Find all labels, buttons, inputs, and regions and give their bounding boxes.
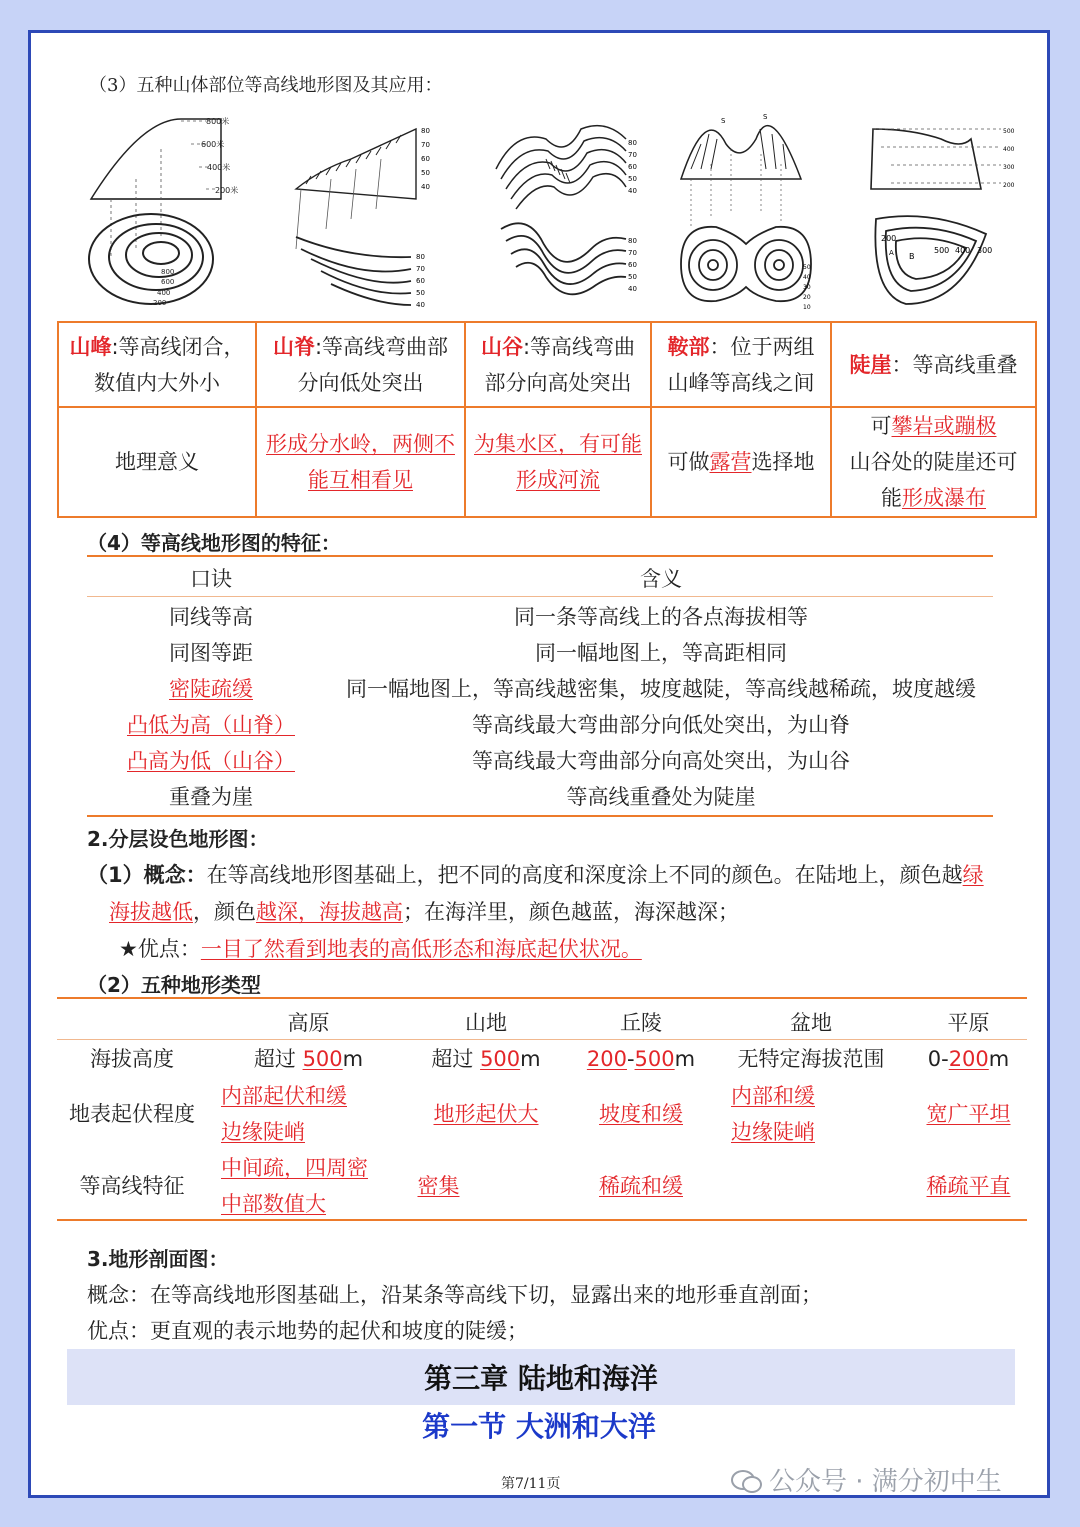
peak-ring-800: 800 (161, 268, 175, 276)
header-hills: 丘陵 (620, 1011, 662, 1035)
relief-hills: 坡度和缓 (599, 1102, 683, 1126)
watermark: 公众号 · 满分初中生 (731, 1461, 1002, 1498)
relief-plateau: 内部起伏和缓 边缘陡峭 (221, 1084, 347, 1144)
rule-val-4: 等高线最大弯曲部分向低处突出，为山脊 (472, 713, 850, 737)
cliff-ring-300: 300 (977, 246, 993, 255)
contour-mountain: 密集 (417, 1174, 460, 1198)
cliff-label-500: 500 (1003, 128, 1015, 135)
saddle-label-40: 40 (803, 274, 811, 281)
saddle-peak-s1: S (721, 117, 726, 125)
peak-ring-400: 400 (157, 289, 171, 297)
rule-key-2: 同图等距 (169, 641, 253, 665)
row-label-altitude: 海拔高度 (90, 1047, 174, 1071)
cliff-meaning: 可攀岩或蹦极 山谷处的陡崖还可 能形成瀑布 (849, 414, 1018, 510)
peak-label-800m: 800米 (206, 117, 230, 126)
term-saddle: 鞍部：位于两组 山峰等高线之间 (667, 334, 815, 395)
relief-basin: 内部和缓 边缘陡峭 (731, 1084, 815, 1144)
cliff-ring-400: 400 (955, 246, 971, 255)
header-mountain: 山地 (465, 1011, 507, 1035)
rule-key-1: 同线等高 (169, 605, 253, 629)
valley-bottom-40: 40 (628, 285, 637, 293)
cliff-ring-500: 500 (934, 246, 950, 255)
ridge-top-50: 50 (421, 169, 430, 177)
term-ridge: 山脊:等高线弯曲部 分向低处突出 (272, 334, 449, 395)
section4-title: （4）等高线地形图的特征： (87, 531, 341, 555)
contour-plain: 稀疏平直 (926, 1174, 1011, 1198)
altitude-hills: 200-500m (586, 1047, 696, 1071)
valley-meaning: 为集水区，有可能 形成河流 (474, 432, 642, 492)
header-plateau: 高原 (287, 1011, 330, 1035)
altitude-basin: 无特定海拔范围 (737, 1047, 885, 1071)
heading-3: （3）五种山体部位等高线地形图及其应用： (89, 75, 443, 96)
cliff-label-400: 400 (1003, 146, 1015, 153)
saddle-label-20: 20 (803, 294, 811, 301)
valley-bottom-80: 80 (628, 237, 637, 245)
landform-types-title: （2）五种地形类型 (87, 973, 261, 997)
row-label-relief: 地表起伏程度 (69, 1102, 195, 1126)
profile-concept: 概念：在等高线地形图基础上，沿某条等高线下切，显露出来的地形垂直剖面； (87, 1283, 822, 1307)
chapter-title: 第三章 陆地和海洋 (67, 1349, 1015, 1405)
profile-advantage: 优点：更直观的表示地势的起伏和坡度的陡缓； (87, 1319, 528, 1343)
cliff-point-a: A (889, 249, 894, 257)
term-peak: 山峰:等高线闭合， 数值内大外小 (69, 334, 245, 395)
cliff-label-200: 200 (1003, 182, 1015, 189)
relief-plain: 宽广平坦 (926, 1102, 1011, 1126)
ridge-bottom-50: 50 (416, 289, 425, 297)
valley-top-70: 70 (628, 151, 637, 159)
rule-key-5: 凸高为低（山谷） (127, 749, 295, 773)
ridge-bottom-80: 80 (416, 253, 425, 261)
ridge-bottom-60: 60 (416, 277, 425, 285)
ridge-contour-figure (281, 109, 441, 309)
section4-head-left: 口诀 (190, 567, 232, 591)
valley-bottom-60: 60 (628, 261, 637, 269)
profile-title: 3.地形剖面图： (87, 1247, 229, 1271)
meaning-label: 地理意义 (115, 450, 199, 474)
valley-top-50: 50 (628, 175, 637, 183)
peak-ring-600: 600 (161, 278, 175, 286)
saddle-contour-figure (671, 109, 821, 309)
section-title: 第一节 大洲和大洋 (422, 1410, 656, 1443)
cliff-ring-200: 200 (881, 234, 897, 243)
relief-mountain: 地形起伏大 (433, 1102, 539, 1126)
wechat-icon (731, 1468, 761, 1492)
term-cliff: 陡崖：等高线重叠 (849, 352, 1018, 377)
ridge-top-40: 40 (421, 183, 430, 191)
ridge-bottom-70: 70 (416, 265, 425, 273)
valley-bottom-50: 50 (628, 273, 637, 281)
valley-bottom-70: 70 (628, 249, 637, 257)
rule-val-2: 同一幅地图上，等高距相同 (535, 641, 787, 665)
saddle-meaning: 可做露营选择地 (667, 450, 815, 474)
altitude-plain: 0-200m (927, 1047, 1010, 1071)
peak-label-200m: 200米 (215, 186, 239, 195)
rule-val-5: 等高线最大弯曲部分向高处突出，为山谷 (472, 749, 850, 773)
valley-top-40: 40 (628, 187, 637, 195)
row-label-contour: 等高线特征 (79, 1174, 185, 1198)
saddle-label-10: 10 (803, 304, 811, 309)
rule-val-1: 同一条等高线上的各点海拔相等 (514, 605, 808, 629)
contour-plateau: 中间疏，四周密 中部数值大 (221, 1156, 368, 1216)
cliff-point-b: B (909, 252, 915, 261)
peak-ring-200: 200 (153, 299, 167, 307)
saddle-label-50: 50 (803, 264, 811, 271)
cliff-label-300: 300 (1003, 164, 1015, 171)
rule-key-3: 密陡疏缓 (169, 677, 253, 701)
rule-key-4: 凸低为高（山脊） (127, 713, 295, 737)
valley-contour-figure (486, 109, 646, 309)
term-valley: 山谷:等高线弯曲 部分向高处突出 (480, 334, 636, 395)
peak-contour-figure (81, 109, 251, 309)
header-basin: 盆地 (790, 1011, 832, 1035)
cliff-contour-figure (861, 109, 1021, 309)
peak-label-400m: 400米 (207, 163, 231, 172)
altitude-plateau: 超过 500m (253, 1047, 364, 1071)
ridge-top-70: 70 (421, 141, 430, 149)
altitude-mountain: 超过 500m (431, 1047, 541, 1071)
header-plain: 平原 (947, 1011, 990, 1035)
layered-title: 2.分层设色地形图： (87, 827, 269, 851)
layered-advantage: ★优点：一目了然看到地表的高低形态和海底起伏状况。 (119, 937, 642, 961)
valley-top-60: 60 (628, 163, 637, 171)
document-page (28, 30, 1050, 1498)
layered-concept: （1）概念：在等高线地形图基础上，把不同的高度和深度涂上不同的颜色。在陆地上，颜色越绿 海拔越低，颜色越深，海拔越高；在海洋里，颜色越蓝，海深越深； (87, 863, 984, 924)
page-number: 第7/11页 (501, 1476, 561, 1492)
contour-hills: 稀疏和缓 (599, 1174, 683, 1198)
rule-val-6: 等高线重叠处为陡崖 (566, 785, 756, 809)
rule-key-6: 重叠为崖 (169, 785, 253, 809)
ridge-top-60: 60 (421, 155, 430, 163)
valley-top-80: 80 (628, 139, 637, 147)
section4-head-right: 含义 (640, 567, 682, 591)
ridge-top-80: 80 (421, 127, 430, 135)
ridge-meaning: 形成分水岭，两侧不 能互相看见 (266, 432, 455, 492)
saddle-peak-s2: S (763, 113, 768, 121)
saddle-label-30: 30 (803, 284, 811, 291)
ridge-bottom-40: 40 (416, 301, 425, 309)
rule-val-3: 同一幅地图上，等高线越密集，坡度越陡，等高线越稀疏，坡度越缓 (346, 677, 976, 701)
peak-label-600m: 600米 (201, 140, 225, 149)
